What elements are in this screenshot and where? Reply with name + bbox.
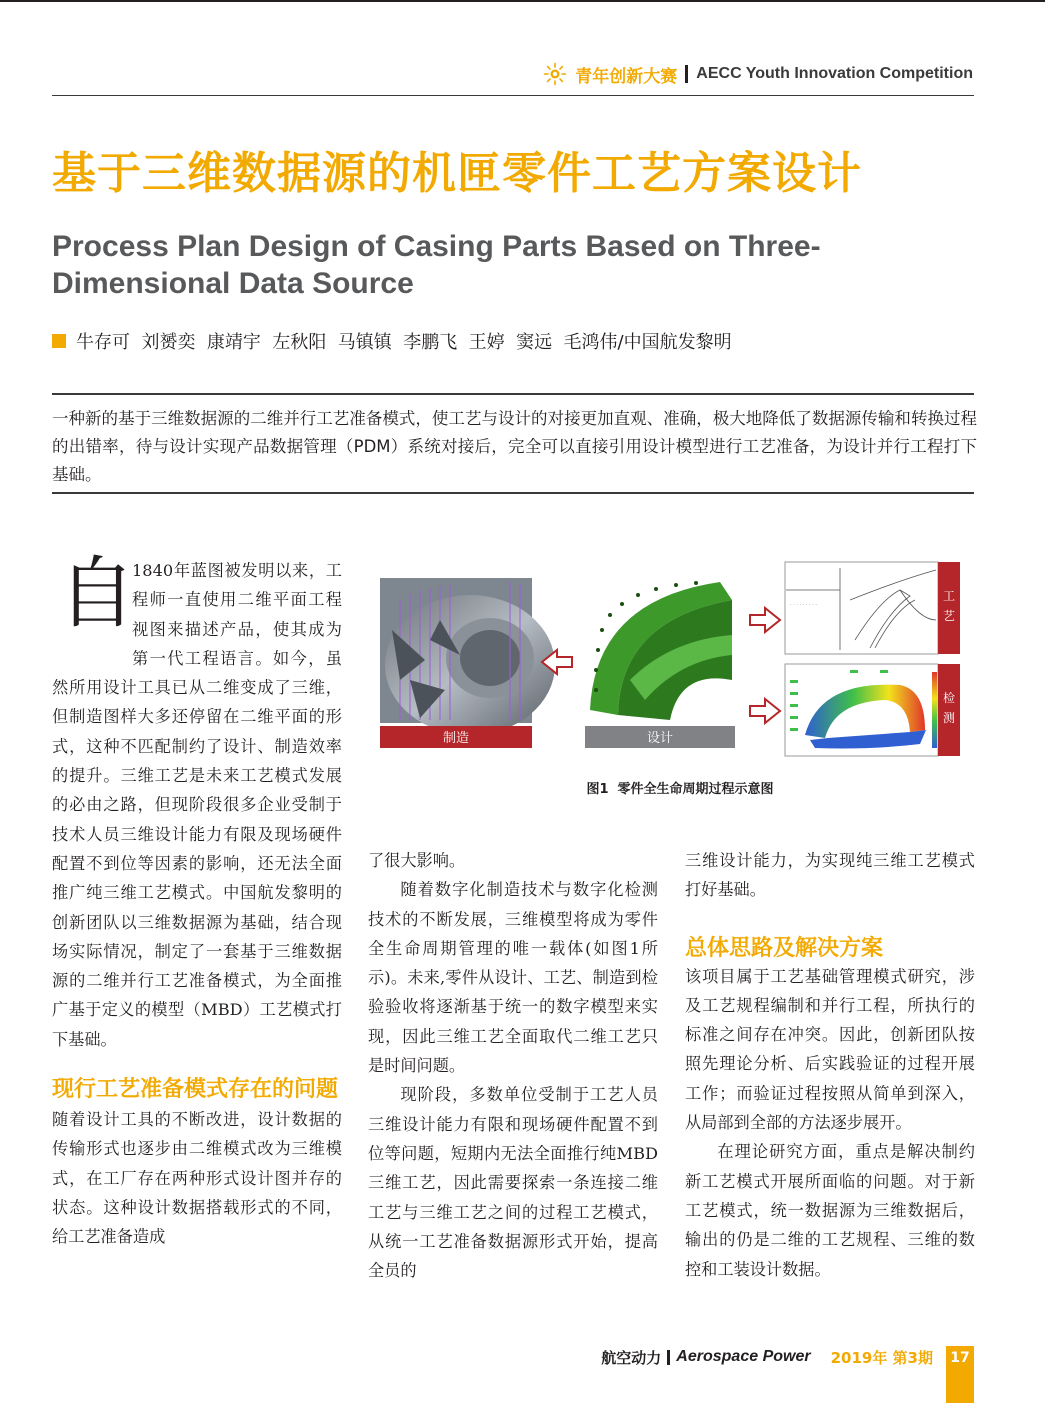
inspection-label-bg: [938, 664, 960, 756]
paragraph: 三维设计能力，为实现纯三维工艺模式打好基础。: [685, 851, 975, 900]
footer-separator: [667, 1350, 670, 1365]
author-line: [52, 328, 732, 354]
process-drawing-image: [785, 562, 960, 654]
column-3: [685, 846, 975, 1284]
running-header: [543, 61, 973, 87]
arrow-right-icon: [750, 699, 780, 723]
paragraph: 该项目属于工艺基础管理模式研究，涉及工艺规程编制和并行工程，所执行的标准之间存在冲突。因此，创新团队按照先理论分析、后实践验证的过程开展工作；而验证过程按照从简单到深入，从局部到全部的方法逐步展开。: [685, 966, 975, 1133]
top-border: [0, 0, 1045, 2]
article-title-cn: 基于三维数据源的机匣零件工艺方案设计: [52, 148, 862, 199]
sunburst-icon: [543, 62, 567, 86]
section-heading-approach: 总体思路及解决方案: [685, 935, 884, 961]
column-2: [368, 846, 658, 1285]
running-footer: [601, 1345, 933, 1369]
inspection-image: [785, 664, 960, 756]
process-label-2: 艺: [942, 609, 956, 623]
author-marker-square: [52, 334, 66, 348]
section-heading-problems: 现行工艺准备模式存在的问题: [52, 1077, 339, 1103]
paragraph: 现阶段，多数单位受制于工艺人员三维设计能力有限和现场硬件配置不到位等问题，短期内无法全面推行纯MBD三维工艺，因此需要探索一条连接二维工艺与三维工艺之间的过程工艺模式，从统一工艺准备数据源形式开始，提高全员的: [368, 1085, 658, 1281]
section-title-cn: 青年创新大赛: [575, 66, 678, 87]
abstract-top-rule: [52, 393, 974, 395]
manufacture-image: [380, 578, 555, 748]
journal-name-en: Aerospace Power: [676, 1348, 811, 1365]
section-title-en: AECC Youth Innovation Competition: [696, 65, 973, 82]
header-separator: [685, 65, 688, 83]
authors: 牛存可 刘赟奕 康靖宇 左秋阳 马镇镇 李鹏飞 王婷 窦远 毛鸿伟/中国航发黎明: [76, 332, 732, 353]
process-label-1: 工: [942, 589, 956, 603]
paragraph: 随着数字化制造技术与数字化检测技术的不断发展，三维模型将成为零件全生命周期管理的唯一载体(如图1所示)。未来,零件从设计、工艺、制造到检验验收将逐渐基于统一的数字模型来实现，因此三维工艺全面取代二维工艺只是时间问题。: [368, 880, 658, 1076]
column-1: [52, 549, 342, 1252]
article-title-en: Process Plan Design of Casing Parts Based on Three-Dimensional Data Source: [52, 230, 821, 300]
design-label: 设计: [646, 731, 674, 746]
dropcap-spacer: [52, 556, 132, 644]
inspection-label-1: 检: [942, 691, 956, 705]
intro-paragraph: 1840年蓝图被发明以来，工程师一直使用二维平面工程视图来描述产品，使其成为第一代工程语言。如今，虽然所用设计工具已从二维变成了三维，但制造图样大多还停留在二维平面的形式，这种不匹配制约了设计、制造效率的提升。三维工艺是未来工艺模式发展的必由之路，但现阶段很多企业受制于技术人员三维设计能力有限及现场硬件配置不到位等因素的影响，还无法全面推广纯三维工艺模式。中国航发黎明的创新团队以三维数据源为基础，结合现场实际情况，制定了一套基于三维数据源的二维并行工艺准备模式，为全面推广基于定义的模型（MBD）工艺模式打下基础。: [52, 561, 342, 1049]
abstract-bottom-rule: [52, 492, 974, 494]
page-number: 17: [946, 1346, 974, 1403]
abstract: 一种新的基于三维数据源的二维并行工艺准备模式，使工艺与设计的对接更加直观、准确，极大地降低了数据源传输和转换过程的出错率，待与设计实现产品数据管理（PDM）系统对接后，完全可以直接引用设计模型进行工艺准备，为设计并行工程打下基础。: [52, 409, 977, 484]
inspection-label-2: 测: [942, 711, 956, 725]
manufacture-label: 制造: [442, 731, 470, 746]
paragraph: 随着设计工具的不断改进，设计数据的传输形式也逐步由二维模式改为三维模式，在工厂存在两种形式设计图并存的状态。这种设计数据搭载形式的不同，给工艺准备造成: [52, 1110, 342, 1247]
issue-label: 2019年 第3期: [830, 1348, 933, 1367]
arrow-right-icon: [750, 608, 780, 632]
journal-name-cn: 航空动力: [601, 1348, 662, 1367]
figure-1: [380, 560, 980, 800]
process-label-bg: [938, 562, 960, 654]
drop-cap: 自: [58, 549, 137, 639]
header-rule: [52, 95, 974, 96]
paragraph: 了很大影响。: [368, 851, 466, 870]
figure-caption: 图1 零件全生命周期过程示意图: [586, 782, 774, 797]
drawing-note: · · · · · · · · ·: [790, 602, 818, 608]
paragraph: 在理论研究方面，重点是解决制约新工艺模式开展所面临的问题。对于新工艺模式，统一数据源为三维数据后，输出的仍是二维的工艺规程、三维的数控和工装设计数据。: [685, 1142, 975, 1279]
design-image: [585, 578, 735, 748]
